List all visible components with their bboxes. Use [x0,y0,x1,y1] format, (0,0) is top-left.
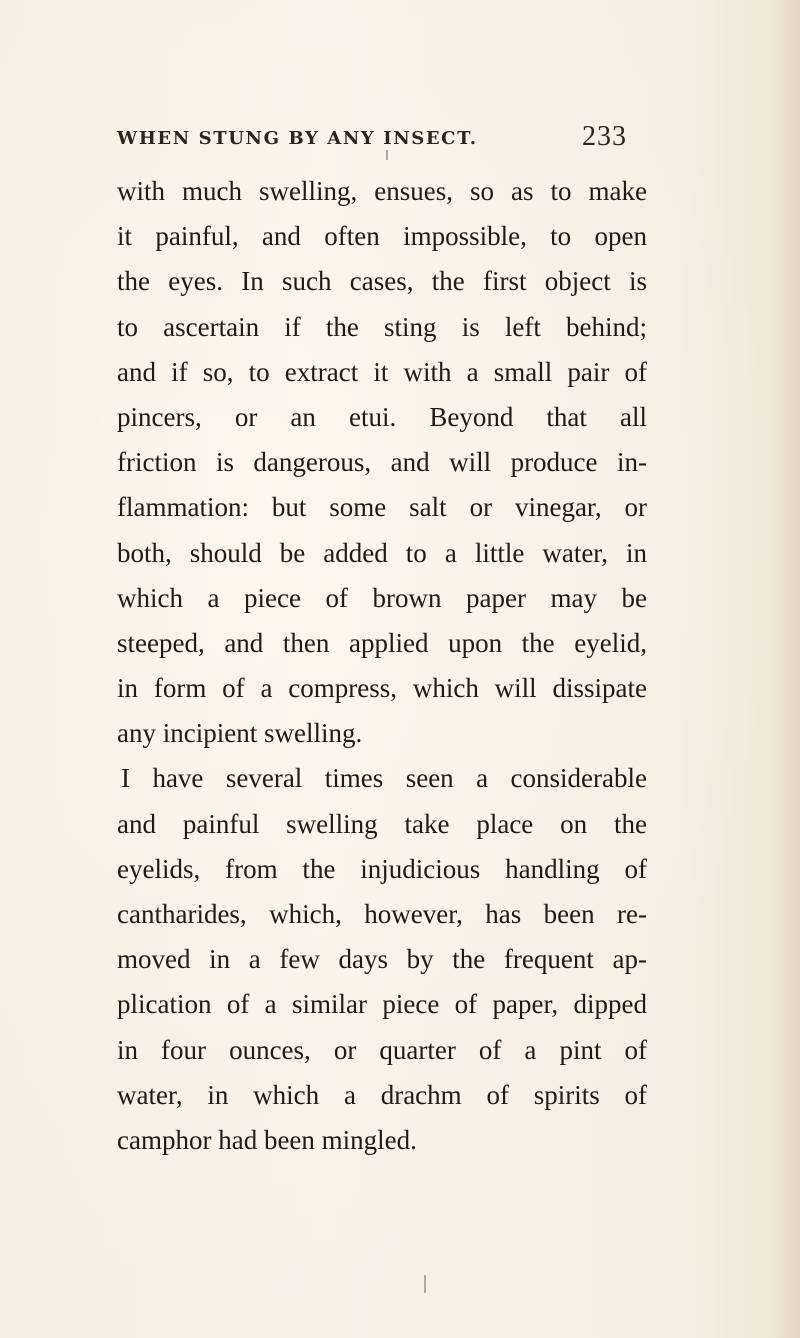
text-line: water, in which a drachm of spirits of [117,1079,647,1110]
text-line: steeped, and then applied upon the eyelid, [117,627,647,658]
text-line: pincers, or an etui. Beyond that all [117,401,647,432]
text-line: the eyes. In such cases, the first object is [117,266,647,297]
text-line: which a piece of brown paper may be [117,582,647,613]
running-head: WHEN STUNG BY ANY INSECT. [117,128,478,149]
text-line: moved in a few days by the frequent ap- [117,944,647,975]
text-line: and painful swelling take place on the [117,808,647,839]
text-line: camphor had been mingled. [117,1124,417,1155]
page-header [117,118,647,158]
text-line: it painful, and often impossible, to open [117,221,647,252]
paper-speck [386,150,388,160]
text-line: flammation: but some salt or vinegar, or [117,492,647,523]
text-line: I have several times seen a considerable [121,763,647,794]
text-line: eyelids, from the injudicious handling of [117,853,647,884]
text-line: cantharides, which, however, has been re- [117,899,647,929]
text-line: plication of a similar piece of paper, dipped [117,989,647,1020]
page-edge-shadow [774,0,800,1338]
text-line: in four ounces, or quarter of a pint of [117,1034,647,1065]
text-line: in form of a compress, which will dissipate [117,673,647,704]
body-text [117,169,647,1163]
text-line: to ascertain if the sting is left behind; [117,311,647,342]
text-line: any incipient swelling. [117,718,363,749]
text-line: with much swelling, ensues, so as to make [117,176,647,206]
text-line: both, should be added to a little water, in [117,537,647,568]
paper-speck [424,1275,426,1293]
text-line: and if so, to extract it with a small pair of [117,356,647,387]
page-number: 233 [582,121,627,152]
text-line: friction is dangerous, and will produce in- [117,447,647,478]
